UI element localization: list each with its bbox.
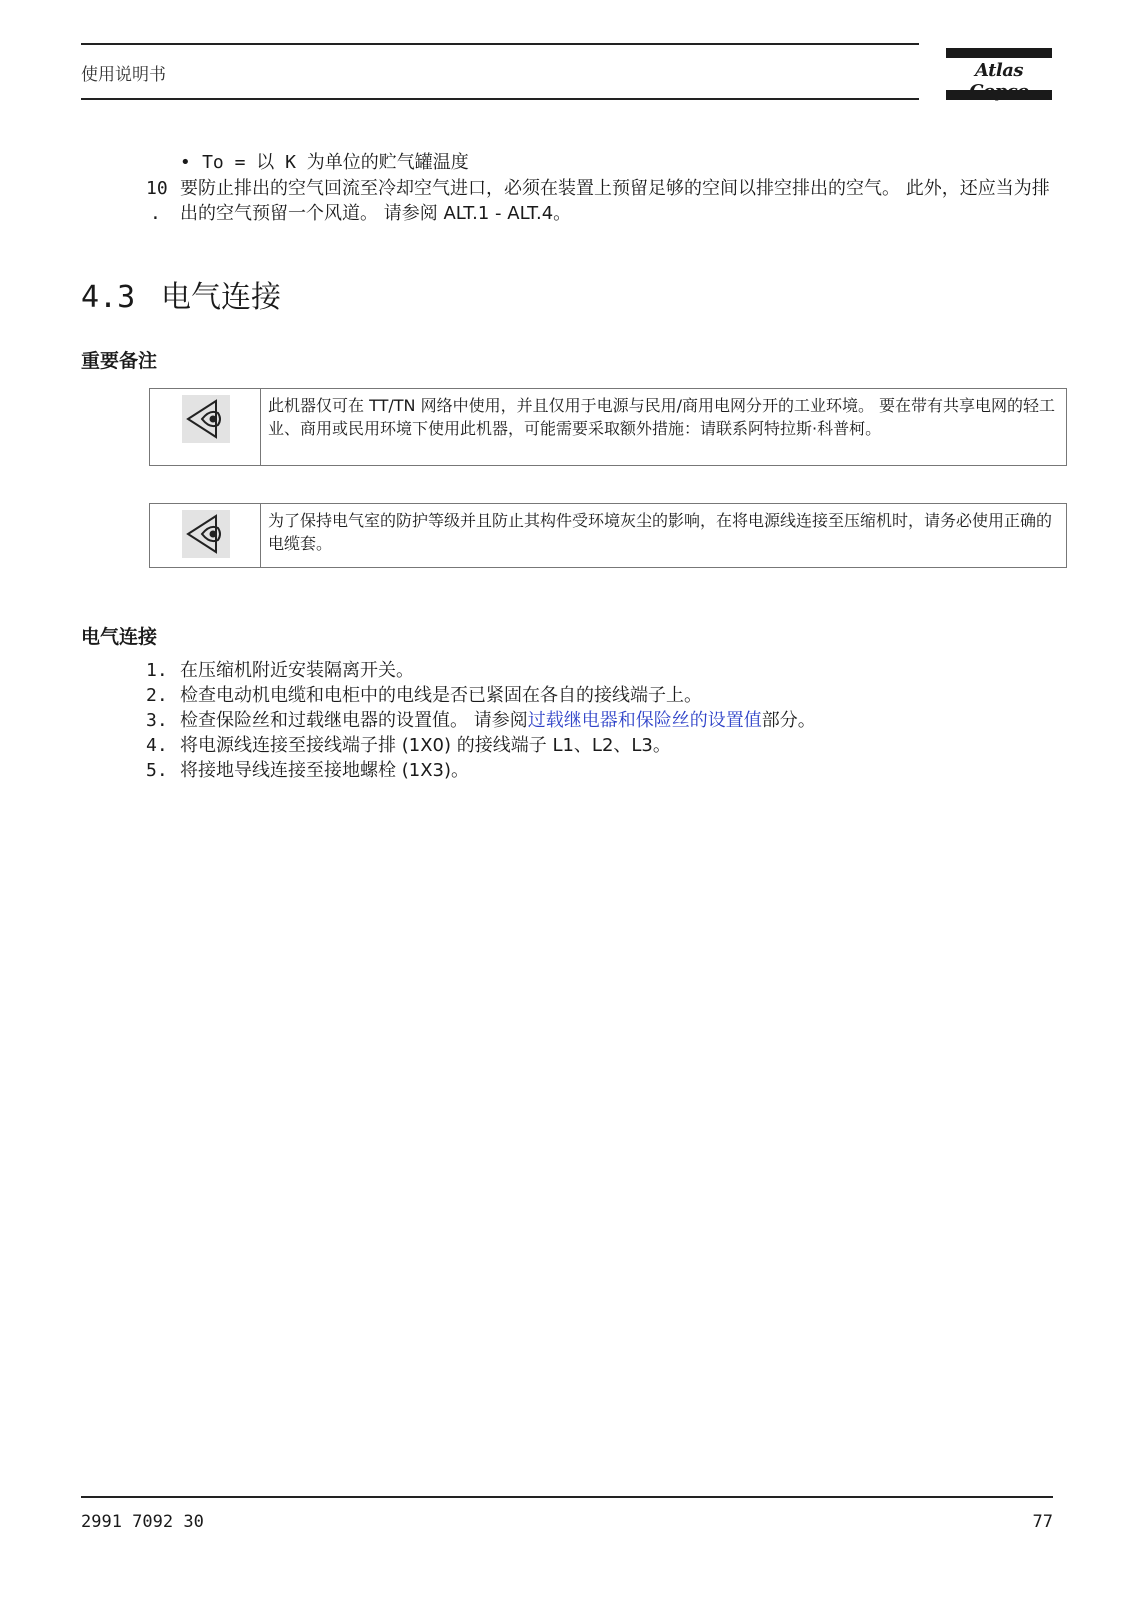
eye-icon: [182, 395, 230, 443]
bullet-item: [180, 150, 469, 175]
page-number: 77: [1032, 1512, 1053, 1532]
list-number: 2.: [146, 685, 168, 706]
note-text-2: 为了保持电气室的防护等级并且防止其构件受环境灰尘的影响，在将电源线连接至压缩机时，请务必使用正确的电缆套。: [268, 511, 1053, 553]
step-dot: .: [150, 203, 161, 224]
logo-text: Atlas: [974, 60, 1024, 81]
atlas-copco-logo: [946, 48, 1052, 100]
logo-bar-top: [946, 48, 1052, 58]
logo-bar-bottom: [946, 90, 1052, 100]
settings-link[interactable]: 过载继电器和保险丝的设置值: [527, 710, 762, 731]
bullet-symbol: •: [180, 152, 191, 173]
footer-rule: [81, 1496, 1053, 1498]
electrical-connection-heading: 电气连接: [81, 626, 158, 648]
list-number: 5.: [146, 760, 168, 781]
list-number: 1.: [146, 660, 168, 681]
list-number: 3.: [146, 710, 168, 731]
section-title: 电气连接: [161, 280, 281, 315]
list-text-after: 部分。: [761, 710, 816, 731]
step-number: 10: [146, 178, 168, 199]
header-top-rule: [81, 43, 919, 45]
note-box-1: [149, 388, 1067, 466]
note-text-1: 此机器仅可在 TT/TN 网络中使用，并且仅用于电源与民用/商用电网分开的工业环境。 要在带有共享电网的轻工业、商用或民用环境下使用此机器，可能需要采取额外措施：请联系阿特拉斯·科普柯。: [268, 396, 1056, 438]
section-heading: [81, 272, 281, 316]
list-text: 将电源线连接至接线端子排 (1X0) 的接线端子 L1、L2、L3。: [180, 735, 671, 756]
list-number: 4.: [146, 735, 168, 756]
important-notes-heading: 重要备注: [81, 350, 158, 372]
step-text: 要防止排出的空气回流至冷却空气进口，必须在装置上预留足够的空间以排空排出的空气。 此外，还应当为排出的空气预留一个风道。 请参阅 ALT.1 - ALT.4。: [180, 178, 1050, 224]
document-number: 2991 7092 30: [81, 1512, 204, 1532]
list-text: 检查电动机电缆和电柜中的电线是否已紧固在各自的接线端子上。: [180, 685, 702, 706]
bullet-text: To = 以 K 为单位的贮气罐温度: [202, 152, 469, 173]
list-text: [180, 708, 816, 733]
note-icon-cell: [150, 389, 261, 465]
section-number: 4.3: [81, 280, 136, 315]
manual-title: 使用说明书: [81, 65, 166, 85]
header-bottom-rule: [81, 98, 919, 100]
eye-icon: [182, 510, 230, 558]
note-box-2: [149, 503, 1067, 568]
list-text-before: 检查保险丝和过载继电器的设置值。 请参阅: [180, 710, 528, 731]
note-icon-cell: [150, 504, 261, 567]
list-text: 将接地导线连接至接地螺栓 (1X3)。: [180, 760, 470, 781]
list-text: 在压缩机附近安装隔离开关。: [180, 660, 414, 681]
